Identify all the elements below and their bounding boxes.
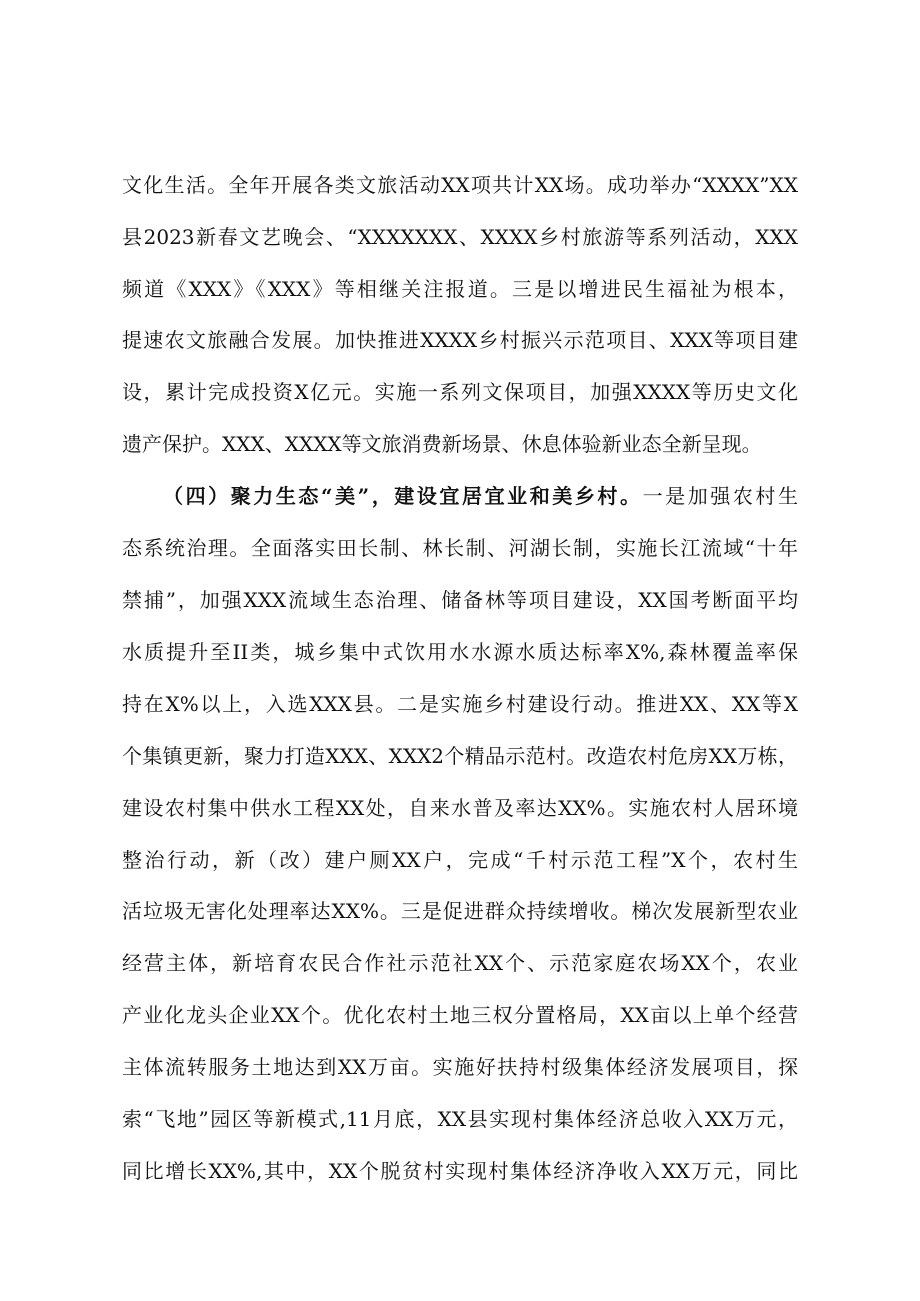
section-4-line-13: 索“飞地”园区等新模式,11月底，XX县实现村集体经济总收入XX万元， — [122, 1107, 798, 1131]
section-4-first-line — [163, 478, 798, 514]
section-4-line-9: 活垃圾无害化处理率达XX%。三是促进群众持续增收。梯次发展新型农业 — [122, 899, 798, 923]
section-4-first-line-rest: 一是加强农村生 — [642, 484, 798, 508]
section-4-line-4: 水质提升至II类，城乡集中式饮用水水源水质达标率X%,森林覆盖率保 — [122, 640, 798, 664]
section-4-heading: （四）聚力生态“美”，建设宜居宜业和美乡村。 — [163, 484, 643, 508]
paragraph-line-3: 频道《XXX》《XXX》等相继关注报道。三是以增进民生福祉为根本， — [122, 277, 798, 301]
section-4-line-12: 主体流转服务土地达到XX万亩。实施好扶持村级集体经济发展项目，探 — [122, 1055, 798, 1079]
section-4-line-7: 建设农村集中供水工程XX处，自来水普及率达XX%。实施农村人居环境 — [122, 796, 798, 820]
paragraph-line-2: 县2023新春文艺晚会、“XXXXXXX、XXXX乡村旅游等系列活动，XXX — [122, 225, 798, 249]
paragraph-line-5: 设，累计完成投资X亿元。实施一系列文保项目，加强XXXX等历史文化 — [122, 380, 798, 404]
paragraph-line-4: 提速农文旅融合发展。加快推进XXXX乡村振兴示范项目、XXX等项目建 — [122, 328, 798, 352]
section-4-line-8: 整治行动，新（改）建户厕XX户，完成“千村示范工程”X个，农村生 — [122, 848, 798, 872]
paragraph-line-6: 遗产保护。XXX、XXXX等文旅消费新场景、休息体验新业态全新呈现。 — [122, 432, 762, 456]
section-4-line-2: 态系统治理。全面落实田长制、林长制、河湖长制，实施长江流域“十年 — [122, 536, 798, 560]
section-4-line-14: 同比增长XX%,其中，XX个脱贫村实现村集体经济净收入XX万元，同比 — [122, 1159, 798, 1183]
paragraph-line-1: 文化生活。全年开展各类文旅活动XX项共计XX场。成功举办“XXXX”XX — [122, 173, 798, 197]
section-4-line-10: 经营主体，新培育农民合作社示范社XX个、示范家庭农场XX个，农业 — [122, 951, 798, 975]
section-4-line-6: 个集镇更新，聚力打造XXX、XXX2个精品示范村。改造农村危房XX万栋， — [122, 744, 798, 768]
section-4-line-5: 持在X%以上，入选XXX县。二是实施乡村建设行动。推进XX、XX等X — [122, 692, 798, 716]
section-4-line-3: 禁捕”，加强XXX流域生态治理、储备林等项目建设，XX国考断面平均 — [122, 588, 798, 612]
section-4-line-11: 产业化龙头企业XX个。优化农村土地三权分置格局，XX亩以上单个经营 — [122, 1003, 798, 1027]
